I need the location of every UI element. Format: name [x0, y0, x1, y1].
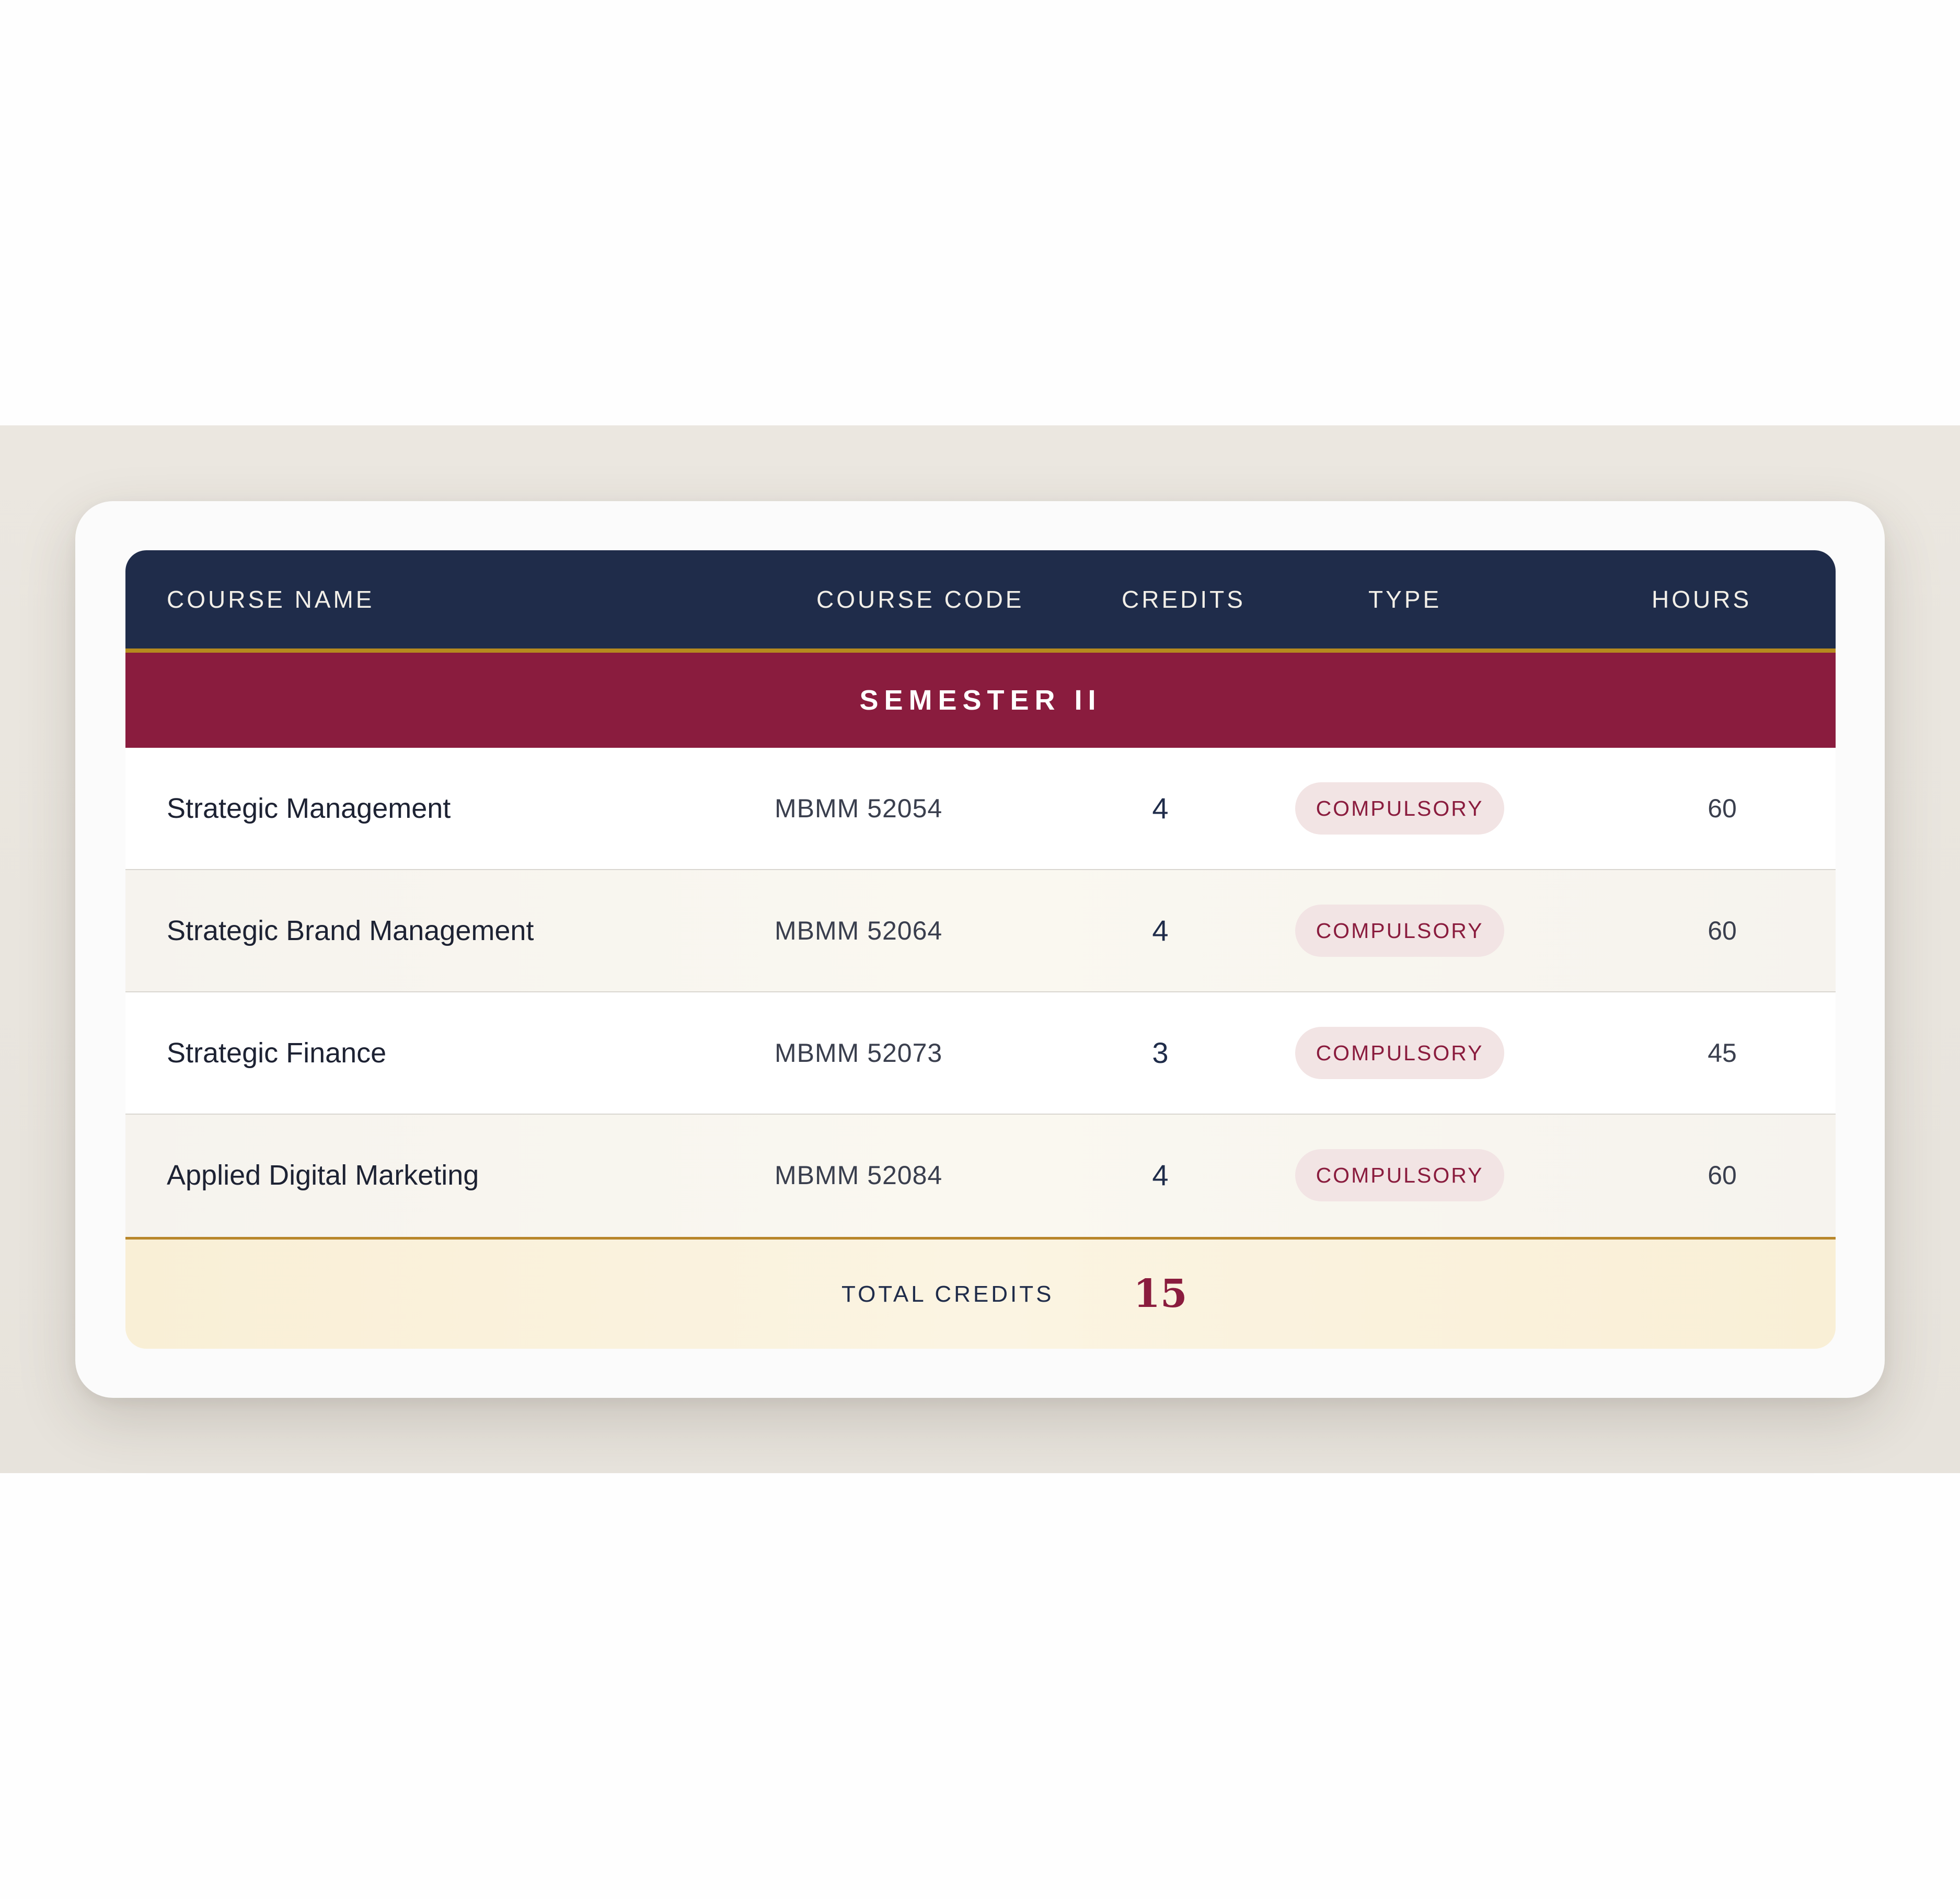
course-credits: 4 [1152, 914, 1169, 947]
course-code: MBMM 52064 [775, 916, 943, 945]
type-badge: COMPULSORY [1295, 1149, 1504, 1201]
course-hours: 45 [1708, 1038, 1737, 1068]
table-header [125, 550, 1836, 653]
course-credits: 3 [1152, 1036, 1169, 1069]
table-footer [125, 1237, 1836, 1349]
header-hours: HOURS [1652, 586, 1752, 613]
type-badge: COMPULSORY [1295, 782, 1504, 835]
type-badge: COMPULSORY [1295, 1027, 1504, 1079]
course-hours: 60 [1708, 916, 1737, 945]
total-credits-value: 15 [1133, 1271, 1187, 1316]
semester-heading: SEMESTER II [125, 653, 1836, 748]
course-code: MBMM 52054 [775, 794, 943, 823]
table-row [125, 992, 1836, 1115]
course-card [75, 501, 1885, 1398]
header-credits: CREDITS [1122, 586, 1246, 613]
header-course-code: COURSE CODE [816, 586, 1024, 613]
course-name: Strategic Brand Management [167, 915, 534, 946]
course-code: MBMM 52073 [775, 1038, 943, 1068]
header-type: TYPE [1368, 586, 1442, 613]
table-row [125, 748, 1836, 870]
course-hours: 60 [1708, 1161, 1737, 1190]
course-name: Strategic Management [167, 793, 451, 824]
course-credits: 4 [1152, 1159, 1169, 1191]
course-credits: 4 [1152, 792, 1169, 825]
course-name: Strategic Finance [167, 1037, 387, 1069]
course-name: Applied Digital Marketing [167, 1160, 479, 1191]
type-badge: COMPULSORY [1295, 905, 1504, 957]
course-code: MBMM 52084 [775, 1161, 943, 1190]
header-course-name: COURSE NAME [167, 586, 375, 613]
table-row [125, 1115, 1836, 1237]
table-row [125, 870, 1836, 992]
course-table [125, 550, 1836, 1349]
course-hours: 60 [1708, 794, 1737, 823]
total-credits-label: TOTAL CREDITS [841, 1281, 1054, 1307]
